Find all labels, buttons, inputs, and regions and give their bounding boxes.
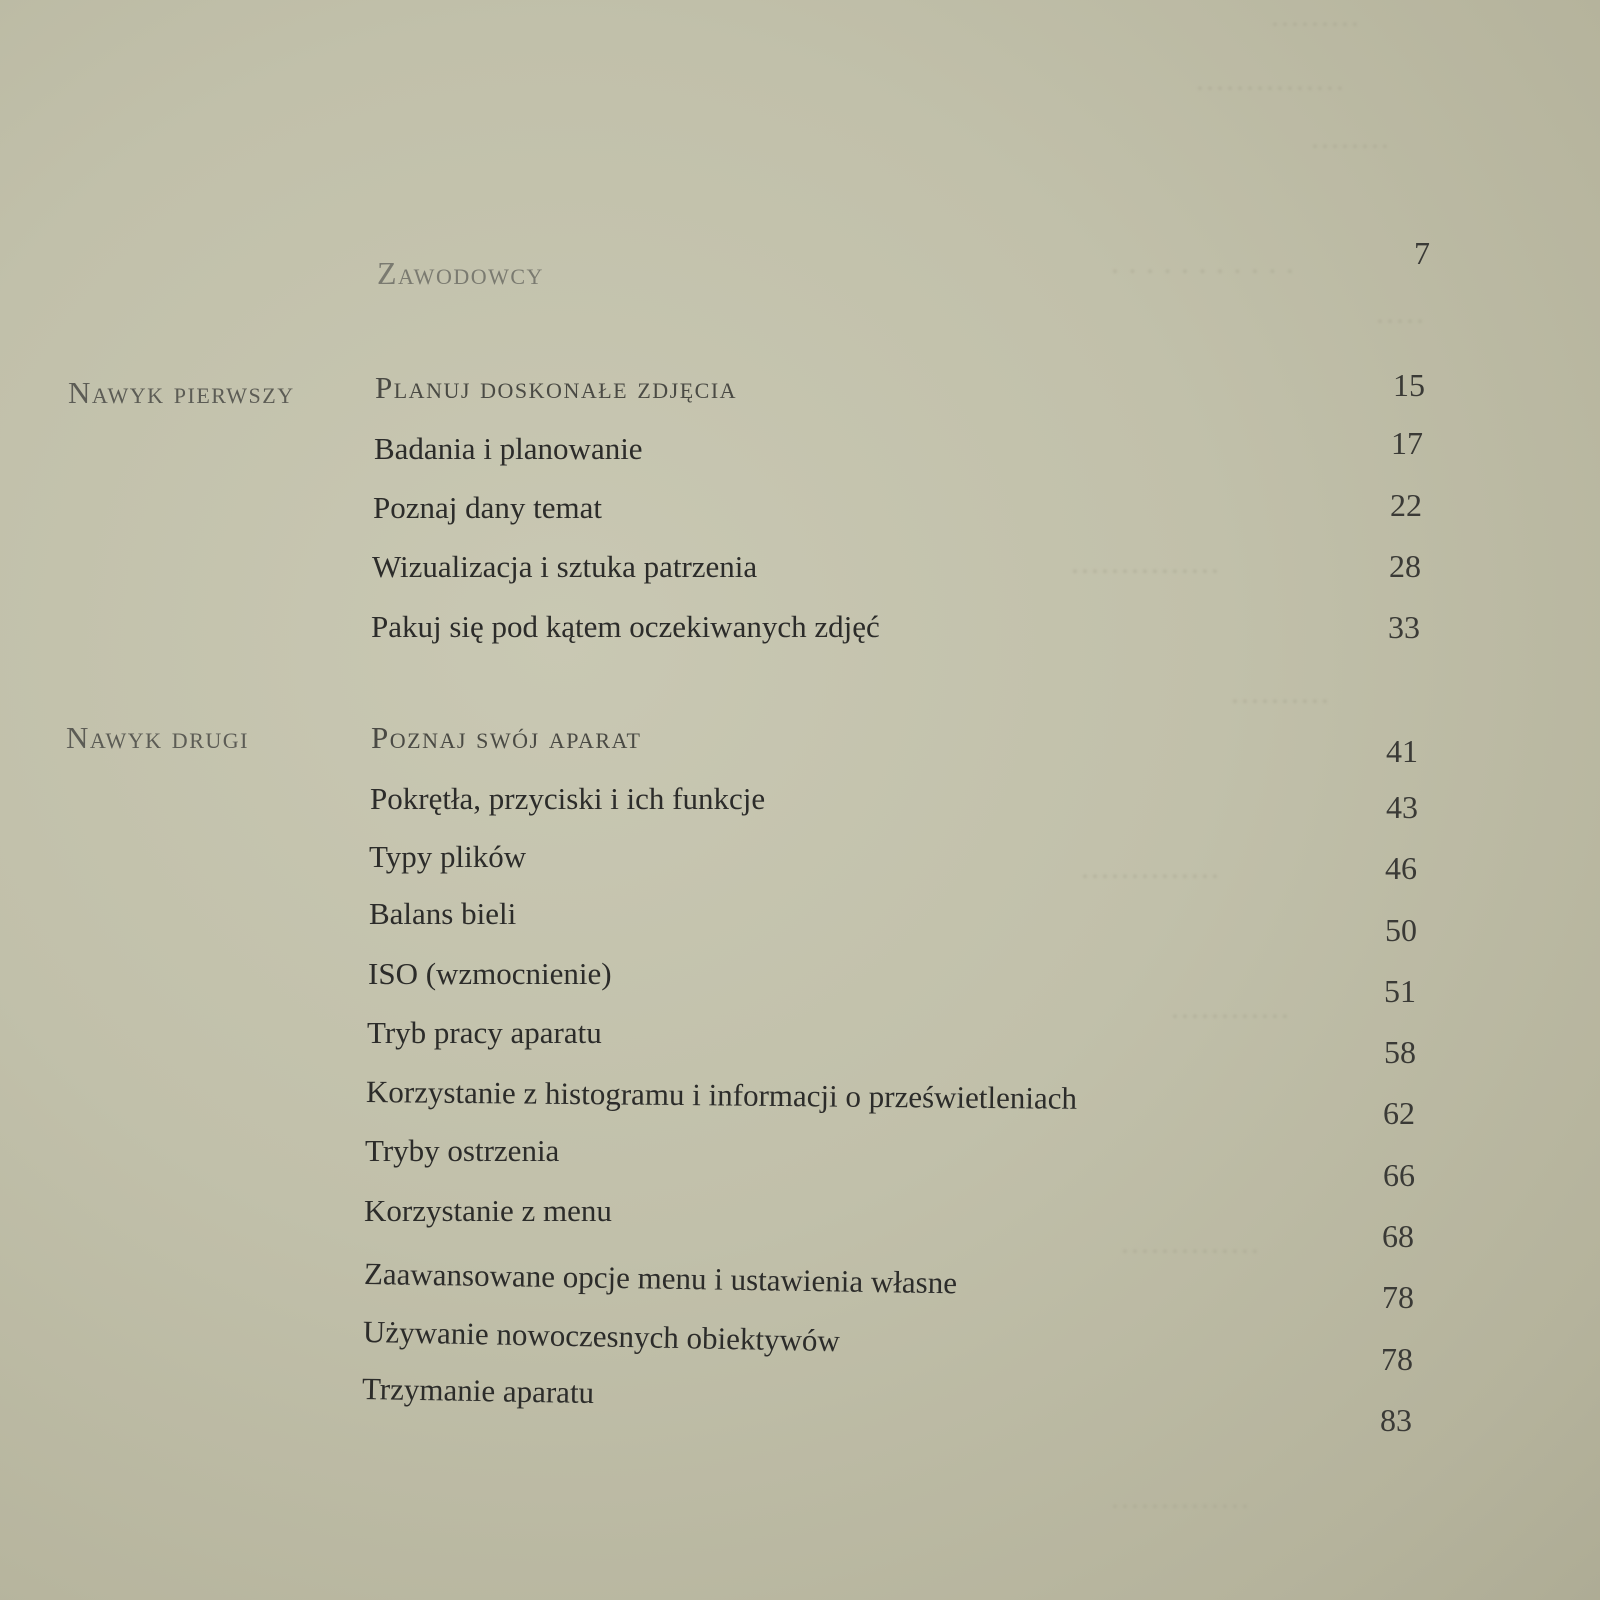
toc-entry[interactable]: Korzystanie z histogramu i informacji o prześwietleniach xyxy=(365,1074,1078,1116)
toc-entry[interactable]: Trzymanie aparatu xyxy=(361,1371,595,1411)
toc-entry-page: 50 xyxy=(1385,912,1417,948)
toc-entry[interactable]: Wizualizacja i sztuka patrzenia xyxy=(372,549,758,584)
toc-entry-page: 66 xyxy=(1383,1157,1415,1193)
toc-entry[interactable]: Poznaj dany temat xyxy=(373,490,602,525)
chapter-page: 15 xyxy=(1393,367,1425,403)
toc-entry[interactable]: Używanie nowoczesnych obiektywów xyxy=(362,1314,841,1359)
toc-entry-page: 78 xyxy=(1381,1341,1413,1377)
toc-entry-page: 33 xyxy=(1388,609,1420,645)
toc-entry[interactable]: Pakuj się pod kątem oczekiwanych zdjęć xyxy=(371,609,880,644)
chapter-page: 41 xyxy=(1386,733,1418,769)
toc-entry[interactable]: ISO (wzmocnienie) xyxy=(368,956,612,991)
toc-entry-page: 28 xyxy=(1389,548,1421,584)
chapter-title[interactable]: Planuj doskonałe zdjęcia xyxy=(375,370,738,405)
toc-entry[interactable]: Zaawansowane opcje menu i ustawienia własne xyxy=(363,1256,958,1301)
toc-entry[interactable]: Pokrętła, przyciski i ich funkcje xyxy=(370,781,766,816)
toc-entry[interactable]: Balans bieli xyxy=(369,896,517,931)
toc-entry-page: 22 xyxy=(1390,487,1422,523)
toc-entry[interactable]: Korzystanie z menu xyxy=(364,1193,612,1228)
toc-entry[interactable]: Tryby ostrzenia xyxy=(365,1133,560,1168)
toc-entry[interactable]: Typy plików xyxy=(369,839,527,874)
toc-entry-page: 68 xyxy=(1382,1218,1414,1254)
toc-entry[interactable]: Tryb pracy aparatu xyxy=(367,1015,602,1050)
part-label: Nawyk pierwszy xyxy=(68,375,295,410)
toc-page: ········· ··············· ········ · · · · · · · · · · · ····· ··············· ·········· ·············· ············ ·············· ·············· Zawodowcy 7 Nawyk pierwszy Planuj doskonałe zdjęcia 15 Badania i planowanie 17 Poznaj dany temat 22 Wizualizacja i sztuka patrzenia 28 Pakuj się pod kątem oczekiwanych zdjęć 33 Nawyk drugi Poznaj swój aparat 41 Pokrętła, przyciski i ich funkcje 43 Typy plików 46 Balans bieli 50 ISO (wzmocnienie) 51 Tryb pracy aparatu 58 Korzystanie z histogramu i informacji o prześwietleniach 62 Tryby ostrzenia 66 Korzystanie z menu 68 Zaawansowane opcje menu i ustawienia własne 78 Używanie nowoczesnych obiektywów 78 Trzymanie aparatu 83 xyxy=(66,8,1430,1523)
part-label: Nawyk drugi xyxy=(66,720,249,755)
toc-entry-page: 43 xyxy=(1386,789,1418,825)
toc-entry-page: 58 xyxy=(1384,1034,1416,1070)
toc-intro-title[interactable]: Zawodowcy xyxy=(377,255,544,291)
chapter-title[interactable]: Poznaj swój aparat xyxy=(371,720,642,755)
toc-entry-page: 83 xyxy=(1380,1402,1412,1438)
toc-entry[interactable]: Badania i planowanie xyxy=(374,431,643,466)
toc-entry-page: 51 xyxy=(1384,973,1416,1009)
toc-intro-page: 7 xyxy=(1414,235,1430,271)
toc-entry-page: 78 xyxy=(1382,1279,1414,1315)
toc-entry-page: 46 xyxy=(1385,850,1417,886)
toc-entry-page: 62 xyxy=(1383,1095,1415,1131)
toc-entry-page: 17 xyxy=(1391,425,1423,461)
